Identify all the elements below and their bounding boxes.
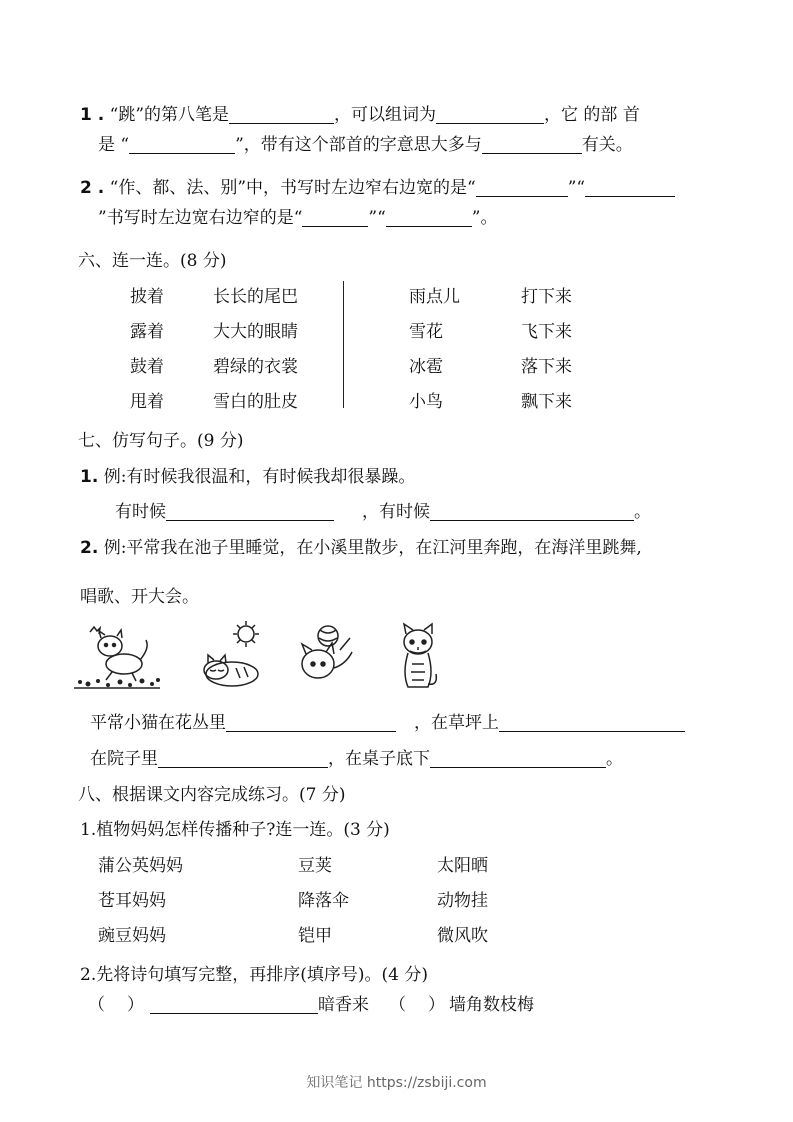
s7-q2-text: 例:平常我在池子里睡觉，在小溪里散步，在江河里奔跑，在海洋里跳舞, [103, 538, 642, 558]
q5-item1-text5: ”，带有这个部首的字意思大多与 [235, 135, 482, 155]
q5-item1-line2 [98, 130, 633, 155]
s7-q2 [80, 533, 642, 558]
s7-q2-number: 2. [80, 538, 99, 558]
s8-q2: 2.先将诗句填写完整，再排序(填序号)。(4 分) [80, 965, 428, 985]
paren-close-1: ） [127, 995, 144, 1015]
q5-item2-text3: ”书写时左边宽右边窄的是“ [98, 208, 303, 228]
s7-q1 [80, 462, 415, 487]
q5-item2-text5: ”。 [471, 208, 498, 228]
s6-right-a-3: 冰雹 [409, 357, 443, 377]
blank-left-wide-2[interactable] [386, 208, 472, 227]
section6-title: 六、连一连。(8 分) [78, 251, 227, 271]
s7-q1-fill-c: 。 [634, 502, 651, 522]
s6-left-b-2: 大大的眼睛 [213, 322, 298, 342]
cat-sleeping-sun-icon [196, 620, 271, 692]
s6-right-b-4: 飘下来 [521, 392, 572, 412]
s7-q1-fill-b: ，有时候 [362, 502, 430, 522]
s7-fill2-b: ，在桌子底下 [328, 749, 430, 769]
s6-left-b-4: 雪白的肚皮 [213, 392, 298, 412]
blank-poem-line[interactable] [150, 995, 318, 1014]
s7-q1-number: 1. [80, 467, 99, 487]
s6-right-b-2: 飞下来 [521, 322, 572, 342]
blank-sometimes-1[interactable] [166, 502, 334, 521]
paren-close-2: ） [428, 995, 445, 1015]
s6-left-b-1: 长长的尾巴 [213, 287, 298, 307]
s6-left-a-3: 鼓着 [130, 357, 164, 377]
s7-fill1-b: ，在草坪上 [414, 713, 499, 733]
poem-2: 墙角数枝梅 [449, 995, 534, 1015]
q5-item1-number: 1 . [80, 105, 105, 125]
footer-watermark: 知识笔记 https://zsbiji.com [306, 1075, 487, 1091]
s7-q1-text: 例:有时候我很温和，有时候我却很暴躁。 [103, 467, 416, 487]
blank-word[interactable] [436, 105, 544, 124]
s8-q1: 1.植物妈妈怎样传播种子?连一连。(3 分) [80, 820, 390, 840]
s7-q2-text2: 唱歌、开大会。 [80, 587, 199, 607]
s6-right-b-3: 落下来 [521, 357, 572, 377]
q5-item2-text4: ”“ [368, 208, 386, 228]
s7-fill2-c: 。 [606, 749, 623, 769]
blank-stroke[interactable] [229, 105, 334, 124]
s6-right-a-2: 雪花 [409, 322, 443, 342]
poem-1: 暗香来 [318, 995, 369, 1015]
blank-left-wide-1[interactable] [302, 208, 368, 227]
s8-col3-3: 微风吹 [437, 926, 488, 946]
s8-poem-line [88, 990, 534, 1015]
s8-col1-1: 蒲公英妈妈 [98, 856, 183, 876]
cat-in-flowers-icon [72, 620, 162, 690]
q5-item2-number: 2 . [80, 178, 105, 198]
paren-open-1: （ [88, 995, 105, 1015]
s6-left-a-1: 披着 [130, 287, 164, 307]
q5-item1-text2: ，可以组词为 [334, 105, 437, 125]
s6-left-a-4: 甩着 [130, 392, 164, 412]
blank-lawn[interactable] [499, 713, 685, 732]
s7-q1-fill-a: 有时候 [115, 502, 166, 522]
blank-left-narrow-2[interactable] [585, 178, 675, 197]
q5-item2-line1 [80, 173, 675, 198]
cat-sitting-icon [392, 620, 444, 692]
s8-col1-2: 苍耳妈妈 [98, 891, 166, 911]
section7-title: 七、仿写句子。(9 分) [78, 431, 244, 451]
s8-col3-1: 太阳晒 [437, 856, 488, 876]
column-divider [343, 281, 344, 408]
s8-col3-2: 动物挂 [437, 891, 488, 911]
s7-fill-line2 [90, 744, 623, 769]
q5-item2-line2 [98, 203, 497, 228]
s6-right-b-1: 打下来 [521, 287, 572, 307]
q5-item1-text4: 是 “ [98, 135, 130, 155]
q5-item2-text1: “作、都、法、别”中，书写时左边窄右边宽的是“ [109, 178, 476, 198]
s7-fill-line1 [90, 708, 685, 733]
blank-yard[interactable] [158, 749, 328, 768]
s8-col2-3: 铠甲 [298, 926, 332, 946]
cat-playing-ball-icon [296, 620, 362, 690]
s7-fill1-a: 平常小猫在花丛里 [90, 713, 226, 733]
q5-item2-text2: ”“ [567, 178, 586, 198]
s8-col2-2: 降落伞 [298, 891, 349, 911]
s8-col1-3: 豌豆妈妈 [98, 926, 166, 946]
q5-item1-line1 [80, 100, 640, 125]
s6-right-a-1: 雨点儿 [409, 287, 460, 307]
q5-item1-text6: 有关。 [581, 135, 633, 155]
q5-item1-text3: ，它 的部 首 [544, 105, 640, 125]
paren-open-2: （ [389, 995, 406, 1015]
blank-left-narrow-1[interactable] [476, 178, 568, 197]
blank-flowers[interactable] [226, 713, 396, 732]
blank-under-table[interactable] [430, 749, 606, 768]
s6-right-a-4: 小鸟 [409, 392, 443, 412]
section8-title: 八、根据课文内容完成练习。(7 分) [78, 785, 346, 805]
s8-col2-1: 豆荚 [298, 856, 332, 876]
s6-left-a-2: 露着 [130, 322, 164, 342]
blank-meaning[interactable] [482, 135, 582, 154]
blank-radical[interactable] [129, 135, 235, 154]
blank-sometimes-2[interactable] [430, 502, 634, 521]
s7-q1-fill [115, 497, 651, 522]
s6-left-b-3: 碧绿的衣裳 [213, 357, 298, 377]
s7-fill2-a: 在院子里 [90, 749, 158, 769]
q5-item1-text1: “跳”的第八笔是 [109, 105, 230, 125]
